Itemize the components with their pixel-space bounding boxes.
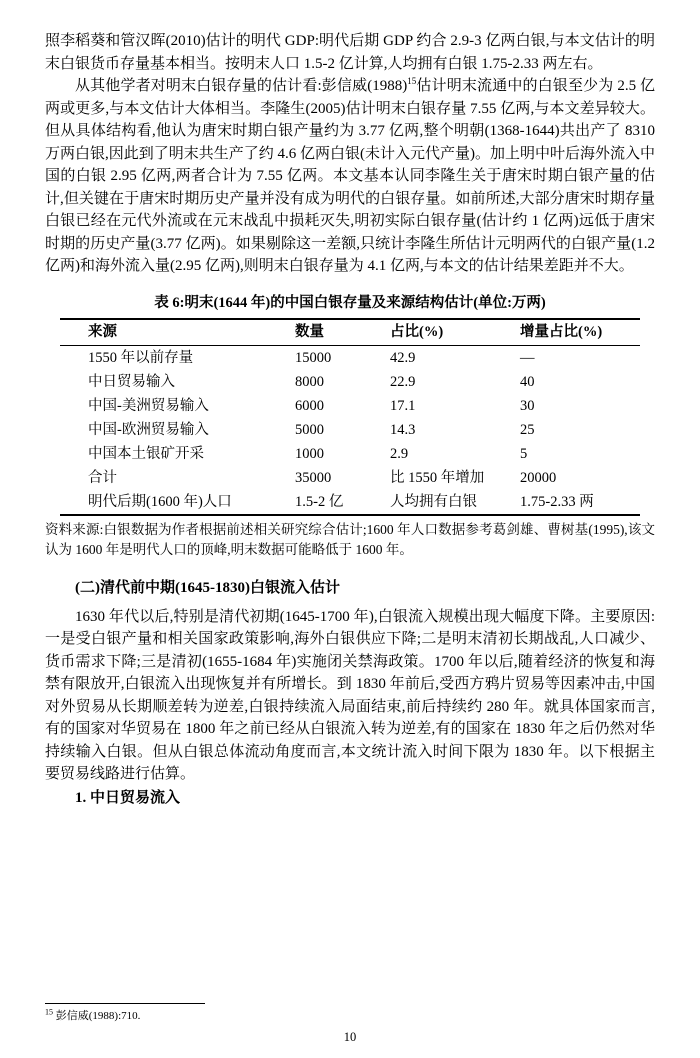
silver-stock-table: [60, 318, 640, 516]
cell-source: 中国-欧洲贸易输入: [88, 421, 209, 438]
paragraph-stock-estimates: [45, 75, 655, 278]
table-header-row: [60, 319, 640, 346]
cell-increment-share: 5: [520, 445, 528, 462]
cell-source: 1550 年以前存量: [88, 349, 194, 366]
cell-quantity: 5000: [295, 421, 324, 438]
table-row: [60, 370, 640, 394]
footnote-entry: [45, 1009, 655, 1024]
cell-quantity: 1.5-2 亿: [295, 493, 344, 510]
section-heading-qing: (二)清代前中期(1645-1830)白银流入估计: [75, 580, 340, 596]
cell-quantity: 15000: [295, 349, 332, 366]
cell-quantity: 35000: [295, 469, 332, 486]
paragraph-text-pre: 从其他学者对明末白银存量的估计看:彭信威(1988): [75, 78, 408, 94]
footnote-number: 15: [45, 1007, 53, 1017]
paragraph-qing-inflow: 1630 年代以后,特别是清代初期(1645-1700 年),白银流入规模出现大幅度下降。主要原因:一是受白银产量和相关国家政策影响,海外白银供应下降;二是明末清初长期战乱,人口减少、货币需求下降;三是清初(1655-1684 年)实施闭关禁海政策。1700 年以后,随着经济的恢复和海禁有限放开,白银流入出现恢复并有所增长。到 1830 年前后,受西方鸦片贸易等因素冲击,中国对外贸易从长期顺差转为逆差,白银持续流入局面结束,前后持续约 280 年。就具体国家而言,有的国家对华贸易在 1800 年之前已经从白银流入转为逆差,有的国家在 1830 年之后仍然对华持续输入白银。但从白银总体流动角度而言,本文统计流入时间下限为 1830 年。以下根据主要贸易线路进行估算。: [45, 608, 655, 782]
cell-increment-share: 30: [520, 397, 535, 414]
cell-source: 合计: [88, 469, 117, 486]
cell-source: 明代后期(1600 年)人口: [88, 493, 232, 510]
footnote-ref-marker: 15: [407, 76, 417, 86]
cell-quantity: 1000: [295, 445, 324, 462]
cell-share: 人均拥有白银: [390, 493, 477, 510]
col-header-source: 来源: [88, 324, 117, 340]
footnote-separator: [45, 1003, 205, 1004]
table-row: [60, 346, 640, 371]
footnote-text: 彭信威(1988):710.: [55, 1010, 141, 1022]
cell-share: 14.3: [390, 421, 416, 438]
cell-increment-share: —: [520, 349, 535, 366]
table-row: [60, 442, 640, 466]
table-source-note: 资料来源:白银数据为作者根据前述相关研究综合估计;1600 年人口数据参考葛剑雄、曹树基(1995),该文认为 1600 年是明代人口的顶峰,明末数据可能略低于 1600 年。: [45, 522, 655, 557]
cell-increment-share: 20000: [520, 469, 557, 486]
cell-share: 2.9: [390, 445, 409, 462]
subsection-heading-china-japan-trade: 1. 中日贸易流入: [75, 789, 181, 806]
cell-share: 比 1550 年增加: [390, 469, 485, 486]
table-row-total: [60, 466, 640, 490]
cell-share: 17.1: [390, 397, 416, 414]
cell-quantity: 8000: [295, 373, 324, 390]
cell-share: 22.9: [390, 373, 416, 390]
cell-source: 中日贸易输入: [88, 373, 175, 390]
page-number: 10: [343, 1029, 357, 1044]
table-row-population: [60, 490, 640, 515]
table-caption: 表 6:明末(1644 年)的中国白银存量及来源结构估计(单位:万两): [154, 294, 546, 311]
col-header-increment-share: 增量占比(%): [520, 324, 603, 340]
cell-quantity: 6000: [295, 397, 324, 414]
table-row: [60, 394, 640, 418]
cell-share: 42.9: [390, 349, 416, 366]
paragraph-gdp-comparison: 照李稻葵和管汉晖(2010)估计的明代 GDP:明代后期 GDP 约合 2.9-3 亿两白银,与本文估计的明末白银货币存量基本相当。按明末人口 1.5-2 亿计算,人均拥有白银 1.75-2.33 两左右。: [45, 33, 655, 72]
table-row: [60, 418, 640, 442]
cell-increment-share: 1.75-2.33 两: [520, 493, 594, 510]
col-header-quantity: 数量: [295, 324, 324, 340]
footnote-area: [45, 1003, 655, 1024]
col-header-share: 占比(%): [390, 324, 444, 340]
cell-source: 中国-美洲贸易输入: [88, 397, 209, 414]
cell-increment-share: 25: [520, 421, 535, 438]
cell-increment-share: 40: [520, 373, 535, 390]
paragraph-text-post: 估计明末流通中的白银至少为 2.5 亿两或更多,与本文估计大体相当。李隆生(2005)估计明末白银存量 7.55 亿两,与本文差异较大。但从具体结构看,他认为唐宋时期白银产量约为 3.77 亿两,整个明朝(1368-1644)共出产了 8310 万两白银,因此到了明末共生产了约 4.6 亿两白银(未计入元代产量)。加上明中叶后海外流入中国的白银 2.95 亿两,两者合计为 7.55 亿两。本文基本认同李隆生关于唐宋时期白银产量的估计,但关键在于唐宋时期历史产量并没有成为明代的白银存量。如前所述,大部分唐宋时期存量白银已经在元代外流或在元末战乱中损耗灭失,明初实际白银存量(估计约 1 亿两)远低于唐宋时期的历史产量(3.77 亿两)。如果剔除这一差额,只统计李隆生所估计元明两代的白银产量(1.2 亿两)和海外流入量(2.95 亿两),则明末白银存量为 4.1 亿两,与本文的估计结果差距并不大。: [45, 78, 655, 274]
cell-source: 中国本土银矿开采: [88, 445, 204, 462]
